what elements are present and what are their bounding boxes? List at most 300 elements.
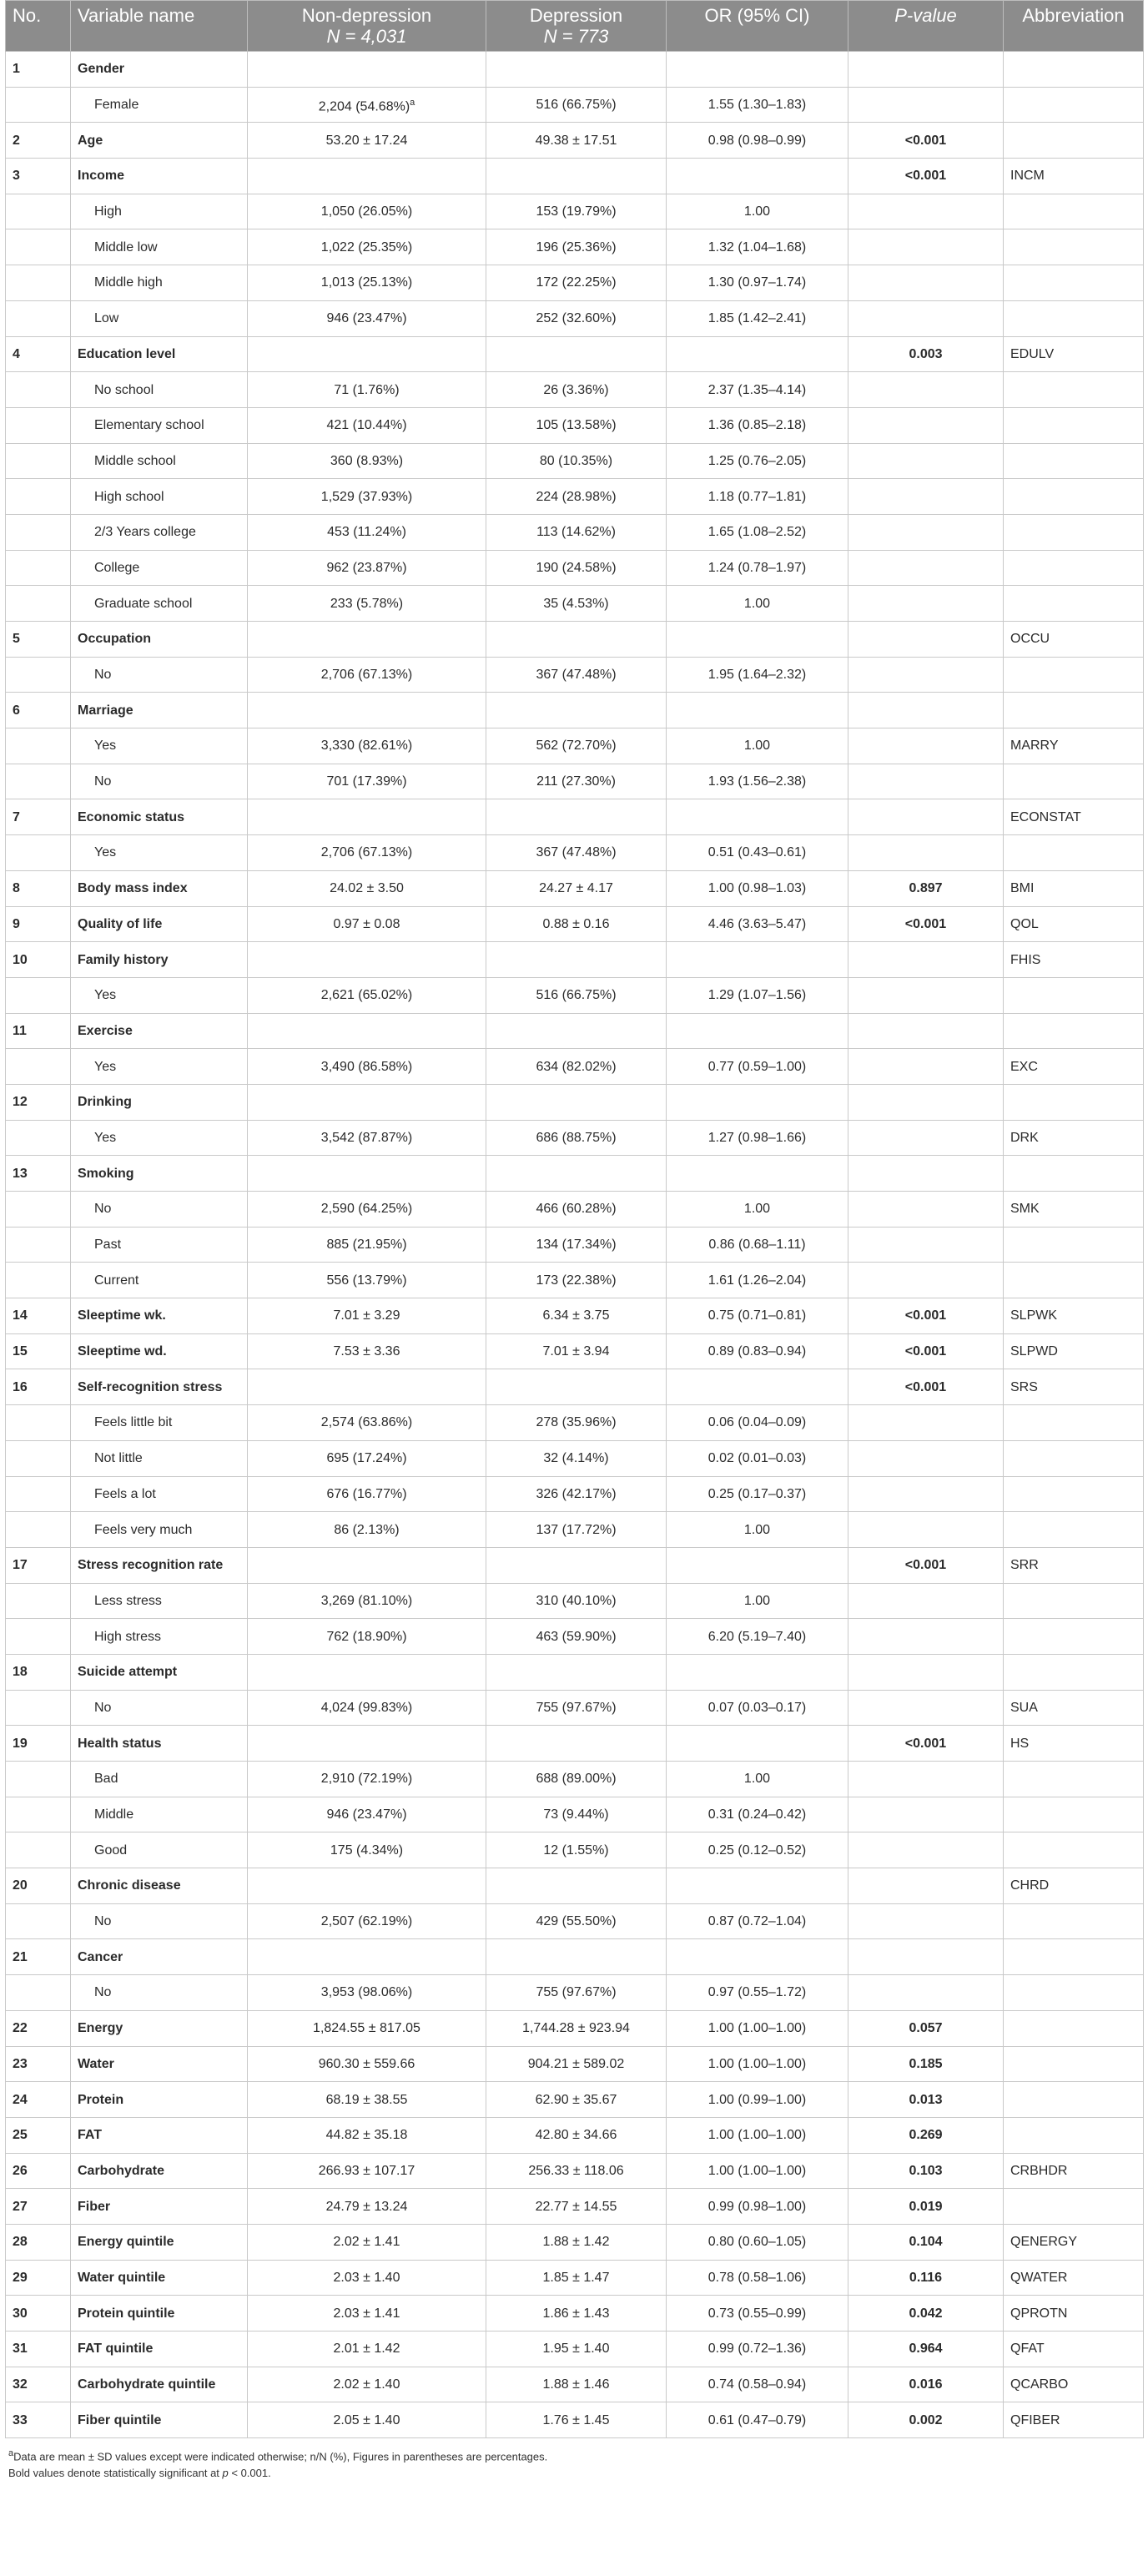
cell-abbreviation [1004, 1084, 1144, 1120]
cell-abbreviation-text: QFAT [1010, 2342, 1045, 2357]
cell-p-value [848, 1512, 1004, 1548]
cell-p-value [848, 2153, 1004, 2189]
table-row [6, 87, 1144, 123]
header-non-depression-n: N = 4,031 [326, 26, 407, 47]
table-row [6, 1975, 1144, 2011]
table-row [6, 1762, 1144, 1797]
cell-variable [71, 2010, 248, 2046]
cell-depression [486, 1868, 667, 1904]
cell-no [6, 1013, 71, 1049]
cell-or [667, 265, 848, 301]
footnote-a [8, 2445, 1140, 2465]
cell-variable [71, 2153, 248, 2189]
cell-p-value-text: 0.016 [909, 2377, 943, 2392]
cell-non-depression [248, 1726, 486, 1762]
cell-no [6, 835, 71, 871]
cell-depression [486, 2189, 667, 2225]
cell-depression-text: 1.76 ± 1.45 [542, 2412, 610, 2427]
cell-variable [71, 1227, 248, 1263]
cell-or-text: 2.37 (1.35–4.14) [707, 382, 807, 397]
cell-p-value [848, 622, 1004, 658]
cell-p-value [848, 906, 1004, 942]
table-row [6, 1903, 1144, 1939]
cell-p-value [848, 1440, 1004, 1476]
cell-no [6, 1227, 71, 1263]
cell-no [6, 407, 71, 443]
cell-or [667, 550, 848, 586]
cell-p-value-text: 0.964 [909, 2342, 943, 2357]
cell-p-value-text: <0.001 [904, 1344, 947, 1359]
cell-variable-text: High school [94, 489, 164, 504]
cell-abbreviation [1004, 479, 1144, 515]
cell-p-value [848, 1547, 1004, 1583]
header-variable: Variable name [71, 1, 248, 52]
cell-non-depression-text: 946 (23.47%) [326, 1807, 407, 1822]
cell-abbreviation-text: QOL [1010, 916, 1039, 931]
cell-or [667, 2332, 848, 2367]
header-non-depression [248, 1, 486, 52]
cell-abbreviation-text: OCCU [1010, 632, 1050, 647]
table-row [6, 2082, 1144, 2118]
table-row [6, 586, 1144, 622]
cell-variable-text: Carbohydrate quintile [78, 2377, 216, 2392]
cell-variable [71, 977, 248, 1013]
cell-abbreviation [1004, 265, 1144, 301]
cell-no-text: 27 [13, 2199, 28, 2214]
cell-variable [71, 1654, 248, 1690]
cell-variable [71, 1797, 248, 1832]
cell-non-depression [248, 1227, 486, 1263]
cell-or-text: 0.75 (0.71–0.81) [707, 1308, 807, 1323]
cell-depression [486, 835, 667, 871]
cell-depression-text: 73 (9.44%) [543, 1807, 609, 1822]
cell-or [667, 2117, 848, 2153]
cell-or-text: 1.30 (0.97–1.74) [707, 275, 807, 290]
cell-depression-text: 463 (59.90%) [536, 1629, 617, 1644]
cell-or [667, 336, 848, 372]
cell-or [667, 1903, 848, 1939]
cell-or-text: 0.73 (0.55–0.99) [707, 2306, 807, 2321]
cell-abbreviation-text: MARRY [1010, 739, 1059, 754]
cell-depression-text: 26 (3.36%) [543, 382, 609, 397]
cell-p-value [848, 229, 1004, 265]
cell-p-value [848, 479, 1004, 515]
cell-depression [486, 1084, 667, 1120]
table-row [6, 2332, 1144, 2367]
cell-non-depression-text: 2,706 (67.13%) [320, 668, 413, 683]
cell-no-text: 16 [13, 1379, 28, 1394]
cell-or-text: 1.61 (1.26–2.04) [707, 1273, 807, 1288]
cell-non-depression [248, 1192, 486, 1228]
cell-abbreviation [1004, 1797, 1144, 1832]
cell-non-depression-text: 2.02 ± 1.40 [333, 2377, 400, 2392]
cell-depression-text: 137 (17.72%) [536, 1522, 617, 1537]
cell-depression [486, 300, 667, 336]
table-row [6, 2367, 1144, 2402]
cell-non-depression-text: 962 (23.87%) [326, 560, 407, 575]
cell-variable [71, 622, 248, 658]
cell-depression [486, 799, 667, 835]
cell-no [6, 2082, 71, 2118]
cell-depression-text: 134 (17.34%) [536, 1238, 617, 1253]
cell-non-depression-text: 7.53 ± 3.36 [333, 1344, 400, 1359]
cell-or-text: 1.00 (1.00–1.00) [707, 2056, 807, 2071]
cell-p-value [848, 2296, 1004, 2332]
cell-or-text: 0.07 (0.03–0.17) [707, 1700, 807, 1715]
cell-variable [71, 2117, 248, 2153]
cell-variable-text: Sleeptime wk. [78, 1308, 166, 1323]
cell-variable-text: Fiber quintile [78, 2412, 162, 2427]
cell-non-depression-text: 4,024 (99.83%) [320, 1700, 413, 1715]
cell-depression-text: 252 (32.60%) [536, 311, 617, 326]
cell-abbreviation-text: QENERGY [1010, 2235, 1078, 2250]
cell-non-depression [248, 693, 486, 728]
cell-variable-text: Stress recognition rate [78, 1558, 224, 1573]
cell-or-text: 1.00 (1.00–1.00) [707, 2128, 807, 2143]
cell-no [6, 336, 71, 372]
cell-depression [486, 407, 667, 443]
cell-abbreviation [1004, 1619, 1144, 1655]
cell-or [667, 1690, 848, 1726]
cell-depression [486, 2046, 667, 2082]
cell-variable-text: Middle low [94, 239, 158, 255]
cell-depression [486, 1797, 667, 1832]
cell-p-value [848, 1832, 1004, 1868]
cell-variable [71, 514, 248, 550]
cell-non-depression [248, 1939, 486, 1975]
cell-variable [71, 1120, 248, 1156]
cell-variable-text: Family history [78, 952, 169, 967]
cell-or [667, 1762, 848, 1797]
cell-variable-text: No [94, 1700, 112, 1715]
cell-no [6, 1512, 71, 1548]
cell-abbreviation [1004, 159, 1144, 194]
cell-variable-text: No [94, 1914, 112, 1929]
cell-variable [71, 2082, 248, 2118]
cell-abbreviation [1004, 2224, 1144, 2260]
cell-variable-text: Water quintile [78, 2270, 166, 2285]
cell-p-value [848, 1868, 1004, 1904]
cell-or-text: 1.25 (0.76–2.05) [707, 453, 807, 468]
cell-depression [486, 1405, 667, 1441]
cell-no [6, 1832, 71, 1868]
cell-p-value-text: 0.002 [909, 2412, 943, 2427]
cell-p-value [848, 1192, 1004, 1228]
cell-no-text: 28 [13, 2235, 28, 2250]
cell-or [667, 479, 848, 515]
cell-non-depression [248, 550, 486, 586]
cell-depression-text: 1.88 ± 1.42 [542, 2235, 610, 2250]
cell-p-value [848, 1654, 1004, 1690]
cell-variable-text: Age [78, 133, 103, 148]
cell-non-depression-text: 701 (17.39%) [326, 774, 407, 789]
cell-variable [71, 52, 248, 88]
table-row [6, 1369, 1144, 1405]
cell-abbreviation [1004, 2153, 1144, 2189]
cell-no-text: 26 [13, 2163, 28, 2178]
cell-variable [71, 2260, 248, 2296]
cell-or [667, 728, 848, 764]
cell-or-text: 0.99 (0.72–1.36) [707, 2342, 807, 2357]
cell-non-depression [248, 1975, 486, 2011]
cell-or-text: 0.99 (0.98–1.00) [707, 2199, 807, 2214]
data-table [5, 0, 1144, 2438]
cell-p-value [848, 1333, 1004, 1369]
cell-non-depression [248, 1512, 486, 1548]
cell-no [6, 1263, 71, 1298]
cell-abbreviation [1004, 1476, 1144, 1512]
cell-abbreviation [1004, 1440, 1144, 1476]
header-depression-label: Depression [529, 5, 623, 26]
cell-non-depression-text: 2.03 ± 1.40 [333, 2270, 400, 2285]
cell-abbreviation [1004, 372, 1144, 408]
cell-abbreviation [1004, 1762, 1144, 1797]
cell-or [667, 693, 848, 728]
cell-variable [71, 194, 248, 229]
cell-non-depression-text: 2,621 (65.02%) [320, 988, 413, 1003]
cell-non-depression [248, 1797, 486, 1832]
cell-non-depression-text: 453 (11.24%) [327, 525, 406, 540]
cell-variable [71, 1583, 248, 1619]
cell-depression-text: 173 (22.38%) [536, 1273, 617, 1288]
cell-abbreviation-text: SLPWD [1010, 1344, 1058, 1359]
cell-p-value [848, 2046, 1004, 2082]
cell-p-value-text: 0.042 [909, 2306, 943, 2321]
cell-or-text: 0.87 (0.72–1.04) [707, 1914, 807, 1929]
cell-no [6, 977, 71, 1013]
cell-no-text: 32 [13, 2377, 28, 2392]
cell-variable-text: Chronic disease [78, 1878, 181, 1893]
cell-or [667, 1654, 848, 1690]
cell-depression-text: 42.80 ± 34.66 [535, 2128, 617, 2143]
cell-non-depression-text: 3,269 (81.10%) [320, 1593, 413, 1608]
cell-p-value-text: <0.001 [904, 169, 947, 184]
cell-p-value [848, 2367, 1004, 2402]
cell-variable-text: Protein quintile [78, 2306, 175, 2321]
cell-non-depression [248, 2260, 486, 2296]
cell-non-depression [248, 1405, 486, 1441]
table-row [6, 479, 1144, 515]
cell-no [6, 1476, 71, 1512]
cell-variable [71, 1619, 248, 1655]
cell-or-text: 0.02 (0.01–0.03) [707, 1451, 807, 1466]
table-row [6, 1868, 1144, 1904]
cell-p-value [848, 1156, 1004, 1192]
cell-p-value-text: <0.001 [904, 1736, 947, 1751]
cell-p-value [848, 1084, 1004, 1120]
cell-non-depression-text: 53.20 ± 17.24 [325, 133, 408, 148]
cell-no-text: 14 [13, 1308, 28, 1323]
cell-non-depression [248, 622, 486, 658]
cell-no-text: 3 [13, 169, 20, 184]
cell-variable-text: Cancer [78, 1949, 123, 1964]
cell-abbreviation [1004, 1832, 1144, 1868]
cell-p-value-text: <0.001 [904, 1558, 947, 1573]
cell-variable-text: Female [94, 98, 139, 113]
cell-or [667, 1726, 848, 1762]
cell-p-value-text: 0.003 [909, 346, 943, 361]
cell-or [667, 229, 848, 265]
cell-or [667, 1013, 848, 1049]
cell-or [667, 2367, 848, 2402]
cell-p-value [848, 443, 1004, 479]
cell-abbreviation [1004, 977, 1144, 1013]
cell-variable-text: No [94, 1985, 112, 2000]
cell-or-text: 0.74 (0.58–0.94) [707, 2377, 807, 2392]
table-row [6, 764, 1144, 799]
cell-depression-text: 32 (4.14%) [543, 1451, 609, 1466]
cell-or [667, 159, 848, 194]
cell-p-value [848, 2010, 1004, 2046]
cell-or [667, 1369, 848, 1405]
table-row [6, 123, 1144, 159]
cell-non-depression-text: 1,824.55 ± 817.05 [313, 2021, 420, 2036]
cell-or [667, 942, 848, 978]
cell-p-value-text: 0.103 [909, 2163, 943, 2178]
cell-or-text: 0.80 (0.60–1.05) [707, 2235, 807, 2250]
cell-non-depression [248, 407, 486, 443]
cell-or [667, 977, 848, 1013]
cell-depression [486, 1939, 667, 1975]
cell-depression [486, 2224, 667, 2260]
cell-no [6, 1405, 71, 1441]
cell-p-value [848, 1013, 1004, 1049]
cell-depression-text: 256.33 ± 118.06 [528, 2163, 624, 2178]
cell-abbreviation [1004, 1298, 1144, 1334]
cell-or-text: 1.00 [743, 1593, 771, 1608]
cell-non-depression-text: 1,529 (37.93%) [320, 489, 413, 504]
cell-depression [486, 52, 667, 88]
cell-variable [71, 1192, 248, 1228]
table-row [6, 657, 1144, 693]
cell-non-depression [248, 1333, 486, 1369]
cell-depression [486, 1298, 667, 1334]
cell-non-depression [248, 2117, 486, 2153]
cell-variable [71, 835, 248, 871]
cell-abbreviation-text: CHRD [1010, 1878, 1050, 1893]
table-row [6, 1333, 1144, 1369]
cell-non-depression-text: 421 (10.44%) [326, 418, 407, 433]
cell-abbreviation-text: QFIBER [1010, 2412, 1060, 2427]
cell-variable [71, 1156, 248, 1192]
table-row [6, 229, 1144, 265]
cell-p-value-text: <0.001 [904, 1379, 947, 1394]
cell-no [6, 2046, 71, 2082]
cell-abbreviation-text: QPROTN [1010, 2306, 1068, 2321]
cell-variable-text: Bad [94, 1772, 118, 1787]
table-row [6, 2260, 1144, 2296]
table-row [6, 2153, 1144, 2189]
cell-variable [71, 407, 248, 443]
table-row [6, 2224, 1144, 2260]
cell-non-depression-text: 2,590 (64.25%) [320, 1202, 413, 1217]
cell-variable-text: Yes [94, 739, 117, 754]
cell-no-text: 12 [13, 1095, 28, 1110]
table-row [6, 1405, 1144, 1441]
cell-no [6, 194, 71, 229]
cell-or [667, 1868, 848, 1904]
cell-or [667, 1263, 848, 1298]
cell-variable-text: Energy quintile [78, 2235, 174, 2250]
cell-variable [71, 550, 248, 586]
cell-variable [71, 2046, 248, 2082]
header-no: No. [6, 1, 71, 52]
cell-depression-text: 224 (28.98%) [536, 489, 617, 504]
cell-footnote-marker: a [410, 97, 415, 108]
cell-or-text: 0.86 (0.68–1.11) [708, 1238, 806, 1253]
cell-abbreviation-text: INCM [1010, 169, 1045, 184]
cell-non-depression [248, 1868, 486, 1904]
table-row [6, 2296, 1144, 2332]
cell-non-depression [248, 2367, 486, 2402]
cell-depression-text: 1.85 ± 1.47 [542, 2270, 610, 2285]
cell-depression [486, 1013, 667, 1049]
cell-variable-text: FAT quintile [78, 2342, 154, 2357]
cell-abbreviation-text: HS [1010, 1736, 1030, 1751]
cell-depression-text: 190 (24.58%) [536, 560, 617, 575]
cell-depression-text: 24.27 ± 4.17 [539, 881, 613, 896]
cell-variable-text: Low [94, 311, 119, 326]
cell-depression [486, 1512, 667, 1548]
cell-variable [71, 2224, 248, 2260]
cell-or [667, 407, 848, 443]
cell-non-depression [248, 300, 486, 336]
cell-or-text: 0.97 (0.55–1.72) [707, 1985, 807, 2000]
cell-variable [71, 300, 248, 336]
cell-or [667, 300, 848, 336]
cell-variable [71, 2367, 248, 2402]
table-row [6, 372, 1144, 408]
cell-p-value [848, 977, 1004, 1013]
cell-no-text: 24 [13, 2092, 28, 2107]
table-row [6, 1084, 1144, 1120]
cell-or-text: 0.06 (0.04–0.09) [707, 1415, 807, 1430]
cell-p-value-text: 0.019 [909, 2199, 943, 2214]
cell-depression [486, 443, 667, 479]
cell-or [667, 1939, 848, 1975]
cell-variable [71, 2189, 248, 2225]
cell-depression [486, 550, 667, 586]
cell-variable [71, 1263, 248, 1298]
cell-variable-text: Graduate school [94, 596, 193, 611]
cell-abbreviation-text: CRBHDR [1010, 2163, 1068, 2178]
cell-depression [486, 1049, 667, 1085]
cell-depression [486, 194, 667, 229]
cell-non-depression [248, 2296, 486, 2332]
cell-non-depression [248, 870, 486, 906]
cell-no [6, 2260, 71, 2296]
cell-or [667, 2402, 848, 2438]
cell-abbreviation [1004, 87, 1144, 123]
cell-p-value [848, 87, 1004, 123]
cell-no-text: 17 [13, 1558, 28, 1573]
cell-abbreviation-text: BMI [1010, 881, 1035, 896]
cell-or-text: 0.89 (0.83–0.94) [707, 1344, 807, 1359]
cell-p-value [848, 1726, 1004, 1762]
cell-variable [71, 1690, 248, 1726]
cell-no-text: 9 [13, 916, 20, 931]
cell-depression [486, 2367, 667, 2402]
cell-abbreviation-text: ECONSTAT [1010, 809, 1081, 824]
cell-abbreviation-text: DRK [1010, 1130, 1039, 1145]
cell-variable-text: No [94, 668, 112, 683]
cell-abbreviation [1004, 336, 1144, 372]
cell-no-text: 20 [13, 1878, 28, 1893]
cell-abbreviation [1004, 2367, 1144, 2402]
cell-or-text: 6.20 (5.19–7.40) [707, 1629, 807, 1644]
cell-depression-text: 634 (82.02%) [536, 1059, 617, 1074]
cell-depression [486, 977, 667, 1013]
